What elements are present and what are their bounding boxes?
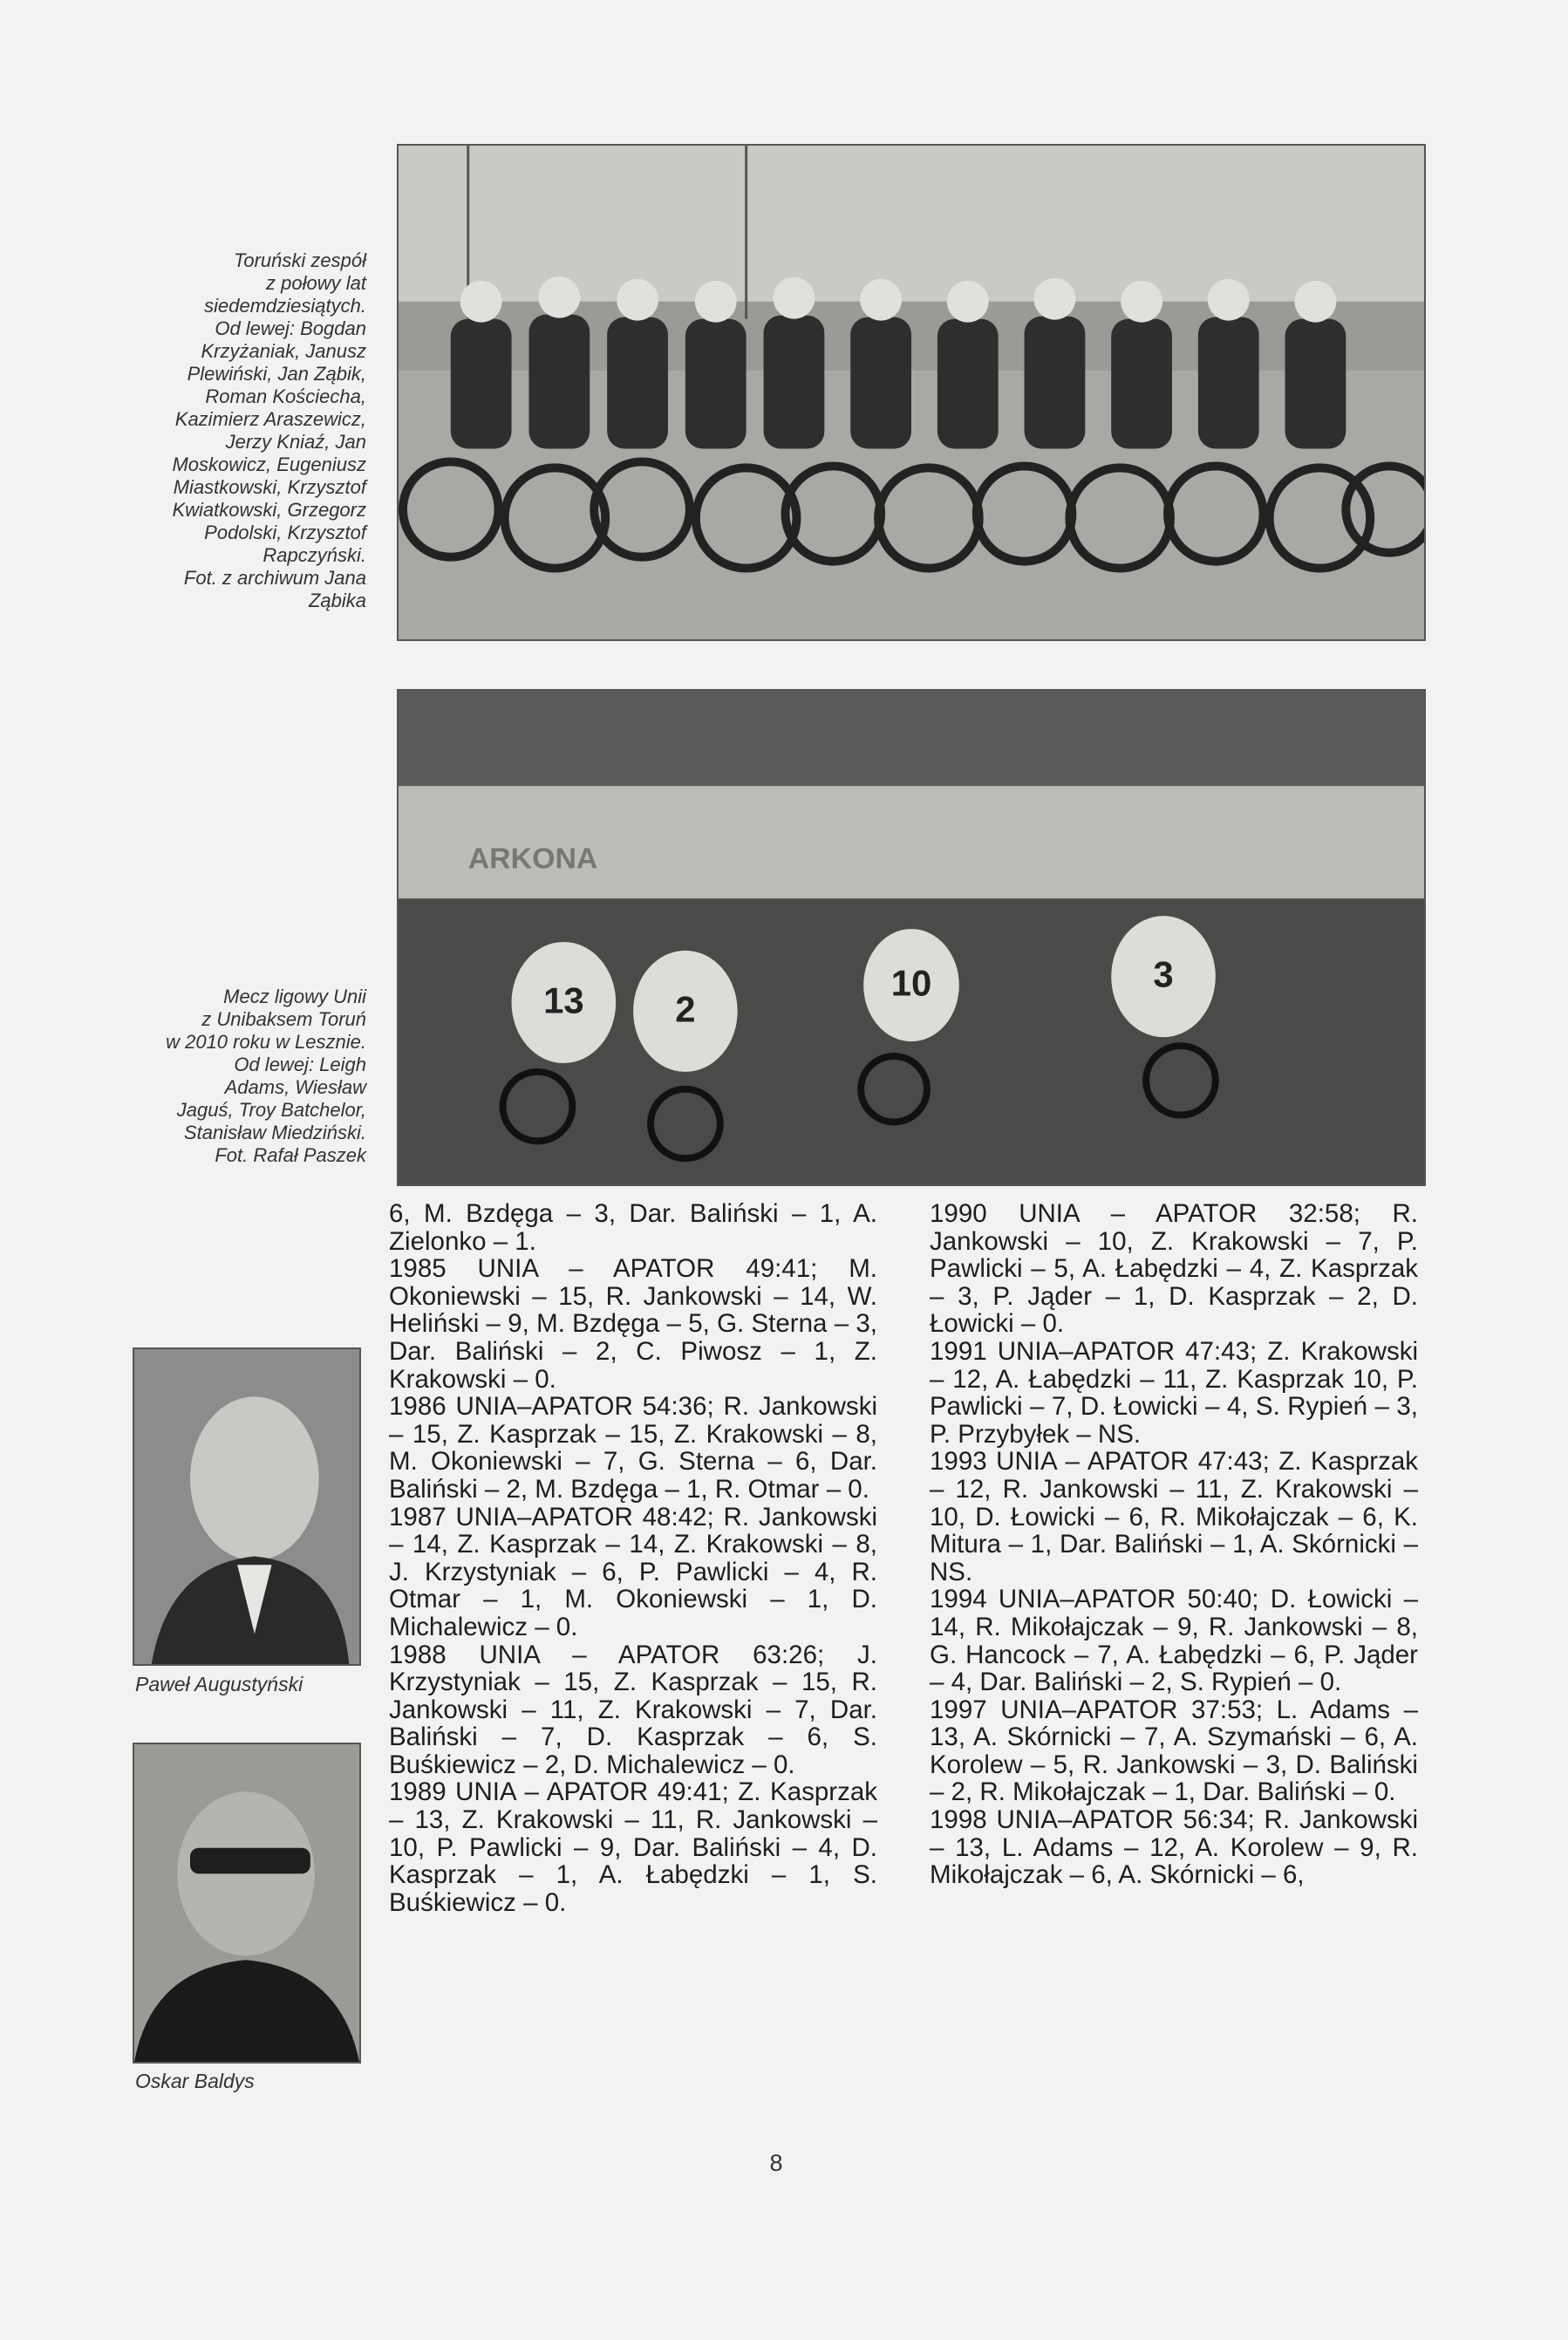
- portrait-2-image: [134, 1744, 359, 2062]
- team-photo: [397, 144, 1426, 641]
- team-photo-caption: Toruński zespół z połowy lat siedemdziesiątych. Od lewej: Bogdan Krzyżaniak, Janusz Plewiński, Jan Ząbik, Roman Kościecha, Kazimierz Araszewicz, Jerzy Kniaź, Jan Moskowicz, Eugeniusz Miastkowski, Krzysztof Kwiatkowski, Grzegorz Podolski, Krzysztof Rapczyński. Fot. z archiwum Jana Ząbika: [172, 249, 366, 611]
- results-column-middle: 6, M. Bzdęga – 3, Dar. Baliński – 1, A. Zielonko – 1. 1985 UNIA – APATOR 49:41; M. Okoniewski – 15, R. Jankowski – 14, W. Heliński – 9, M. Bzdęga – 5, G. Sterna – 3, Dar. Baliński – 2, C. Piwosz – 1, Z. Krakowski – 0. 1986 UNIA–APATOR 54:36; R. Jankowski – 15, Z. Kasprzak – 15, Z. Krakowski – 8, M. Okoniewski – 7, G. Sterna – 6, Dar. Baliński – 2, M. Bzdęga – 1, R. Otmar – 0. 1987 UNIA–APATOR 48:42; R. Jankowski – 14, Z. Kasprzak – 14, Z. Krakowski – 8, J. Krzystyniak – 6, P. Pawlicki – 4, R. Otmar – 1, M. Okoniewski – 1, D. Michalewicz – 0. 1988 UNIA – APATOR 63:26; J. Krzystyniak – 15, Z. Kasprzak – 15, R. Jankowski – 11, Z. Krakowski – 7, Dar. Baliński – 7, D. Kasprzak – 6, S. Buśkiewicz – 2, D. Michalewicz – 0. 1989 UNIA – APATOR 49:41; Z. Kasprzak – 13, Z. Krakowski – 11, R. Jankowski – 10, P. Pawlicki – 9, Dar. Baliński – 4, D. Kasprzak – 1, A. Łabędzki – 1, S. Buśkiewicz – 0.: [389, 1199, 877, 1917]
- team-photo-image: [399, 146, 1424, 639]
- page-number: 8: [769, 2150, 783, 2176]
- rider-number-2: 2: [675, 988, 696, 1030]
- rider-number-3: 10: [890, 962, 932, 1004]
- race-photo-image: [399, 691, 1424, 1184]
- race-photo: [397, 689, 1426, 1186]
- portrait-oskar-baldys: [133, 1743, 361, 2064]
- rider-number-4: 3: [1153, 953, 1174, 995]
- portrait-pawel-augustynski: [133, 1347, 361, 1666]
- portrait-2-caption: Oskar Baldys: [135, 2070, 255, 2092]
- race-photo-caption: Mecz ligowy Unii z Unibaksem Toruń w 2010 roku w Lesznie. Od lewej: Leigh Adams, Wiesław Jaguś, Troy Batchelor, Stanisław Miedziński. Fot. Rafał Paszek: [166, 986, 366, 1166]
- results-column-right: 1990 UNIA – APATOR 32:58; R. Jankowski – 10, Z. Krakowski – 7, P. Pawlicki – 5, A. Łabędzki – 4, Z. Kasprzak – 3, P. Jąder – 1, D. Kasprzak – 2, D. Łowicki – 0. 1991 UNIA–APATOR 47:43; Z. Krakowski – 12, A. Łabędzki – 11, Z. Kasprzak 10, P. Pawlicki – 7, D. Łowicki – 4, S. Rypień – 3, P. Przybyłek – NS. 1993 UNIA – APATOR 47:43; Z. Kasprzak – 12, R. Jankowski – 11, Z. Krakowski – 10, D. Łowicki – 6, R. Mikołajczak – 6, K. Mitura – 1, Dar. Baliński – 1, A. Skórnicki – NS. 1994 UNIA–APATOR 50:40; D. Łowicki – 14, R. Mikołajczak – 9, R. Jankowski – 8, G. Hancock – 7, A. Łabędzki – 6, P. Jąder – 4, Dar. Baliński – 2, S. Rypień – 0. 1997 UNIA–APATOR 37:53; L. Adams – 13, A. Skórnicki – 7, A. Szymański – 6, A. Korolew – 5, R. Jankowski – 3, D. Baliński – 2, R. Mikołajczak – 1, Dar. Baliński – 0. 1998 UNIA–APATOR 56:34; R. Jankowski – 13, L. Adams – 12, A. Korolew – 9, R. Mikołajczak – 6, A. Skórnicki – 6,: [930, 1199, 1418, 1890]
- portrait-1-image: [134, 1349, 359, 1664]
- race-banner-text: ARKONA: [467, 842, 598, 876]
- portrait-1-caption: Paweł Augustyński: [135, 1673, 303, 1695]
- rider-number-1: 13: [543, 979, 584, 1021]
